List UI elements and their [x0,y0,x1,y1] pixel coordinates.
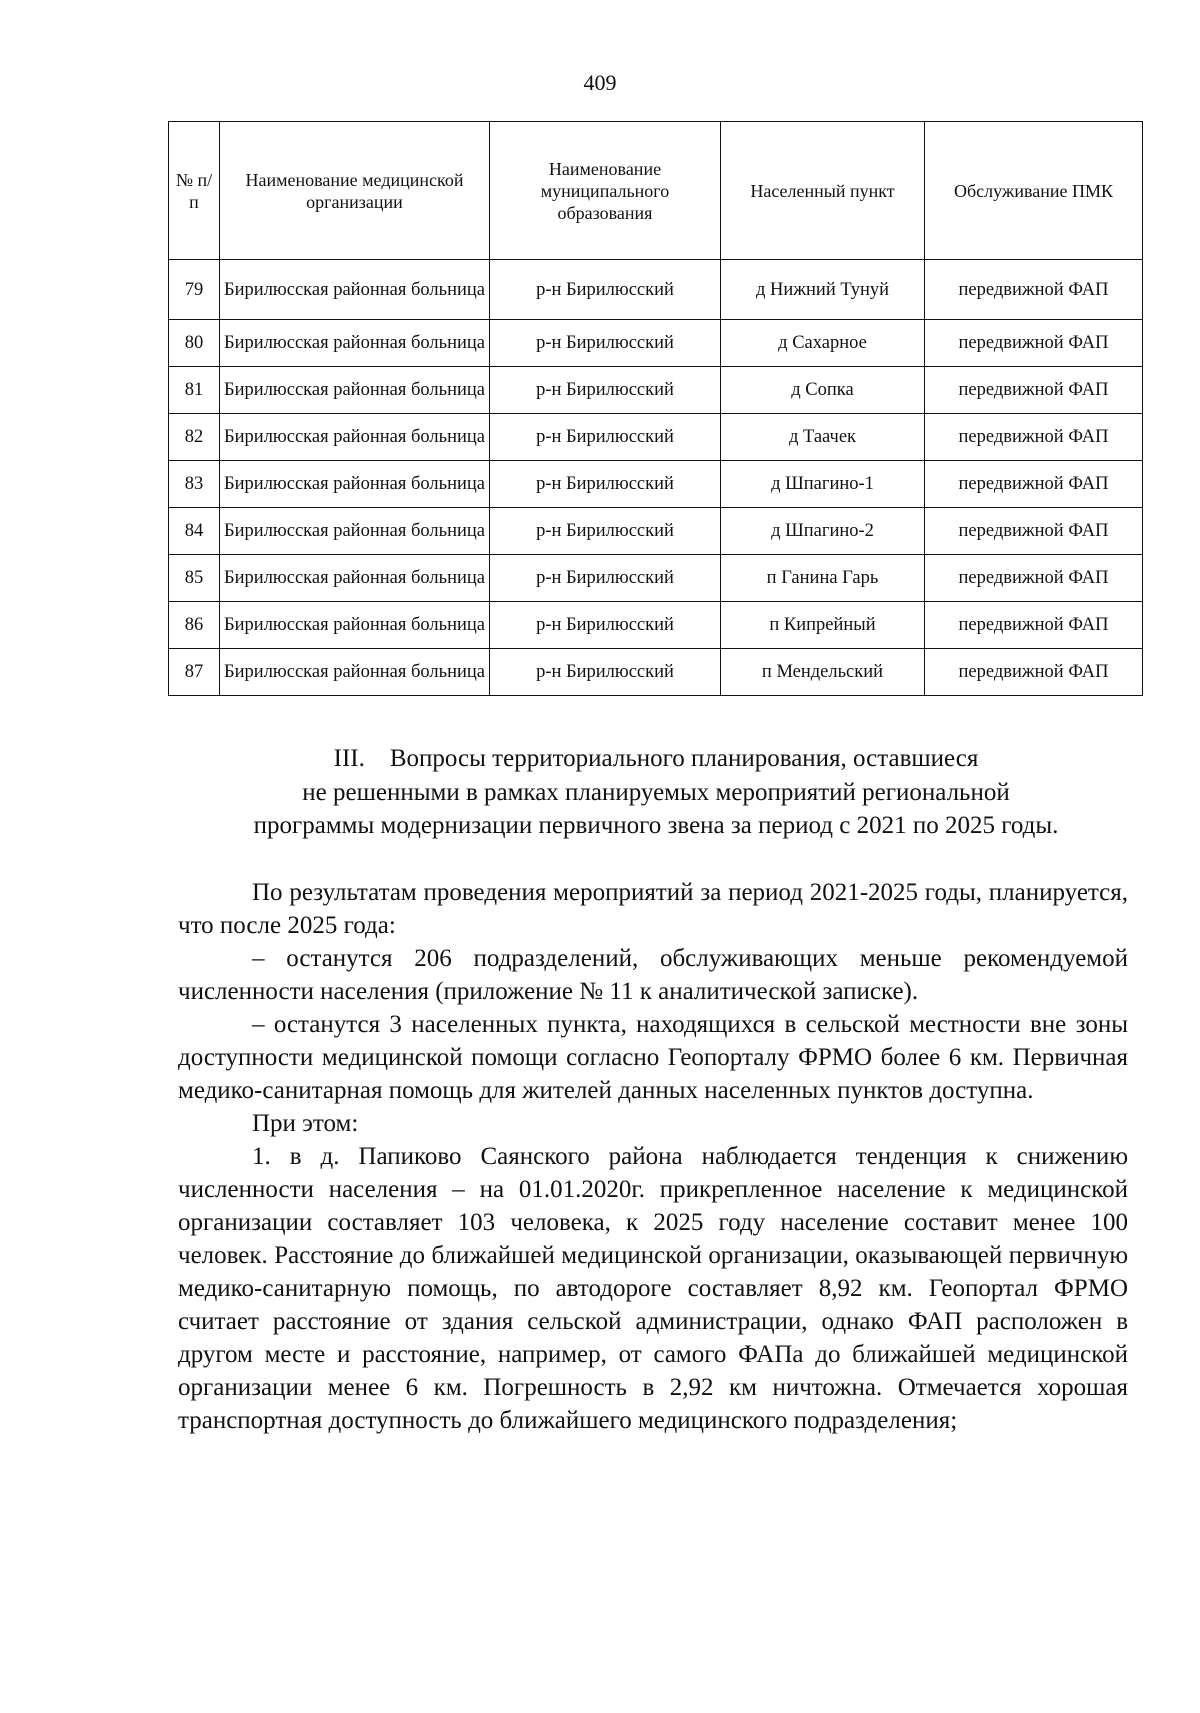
row-settlement: д Шпагино-2 [721,508,925,555]
row-service: передвижной ФАП [925,508,1143,555]
row-number: 86 [169,602,220,649]
section-heading [170,742,1142,843]
body-text [178,876,1128,1437]
row-service: передвижной ФАП [925,320,1143,367]
row-settlement: д Сахарное [721,320,925,367]
row-service: передвижной ФАП [925,414,1143,461]
row-number: 83 [169,461,220,508]
row-municipality: р-н Бирилюсский [490,649,721,696]
row-settlement: д Таачек [721,414,925,461]
table-row [169,602,1143,649]
row-organization: Бирилюсская районная больница [220,508,490,555]
table-row [169,649,1143,696]
row-service: передвижной ФАП [925,367,1143,414]
row-settlement: п Ганина Гарь [721,555,925,602]
row-organization: Бирилюсская районная больница [220,602,490,649]
paragraph-papikovo: 1. в д. Папиково Саянского района наблюдается тенденция к снижению численности населения – на 01.01.2020г. прикрепленное население к медицинской организации составляет 103 человека, к 2025 году население составит менее 100 человек. Расстояние до ближайшей медицинской организации, оказывающей первичную медико-санитарную помощь, по автодороге составляет 8,92 км. Геопортал ФРМО считает расстояние от здания сельской администрации, однако ФАП расположен в другом месте и расстояние, например, от самого ФАПа до ближайшей медицинской организации менее 6 км. Погрешность в 2,92 км ничтожна. Отмечается хорошая транспортная доступность до ближайшего медицинского подразделения; [178,1143,1128,1434]
row-number: 82 [169,414,220,461]
section-heading-line: программы модернизации первичного звена за период с 2021 по 2025 годы. [253,812,1059,839]
row-number: 87 [169,649,220,696]
row-settlement: п Кипрейный [721,602,925,649]
table-row [169,367,1143,414]
header-service: Обслуживание ПМК [925,122,1143,260]
paragraph-settlements: – останутся 3 населенных пункта, находящихся в сельской местности вне зоны доступности медицинской помощи согласно Геопорталу ФРМО более 6 км. Первичная медико-санитарная помощь для жителей данных населенных пунктов доступна. [178,1011,1128,1104]
row-organization: Бирилюсская районная больница [220,367,490,414]
row-service: передвижной ФАП [925,461,1143,508]
table-row [169,320,1143,367]
table-row [169,461,1143,508]
row-municipality: р-н Бирилюсский [490,260,721,320]
header-number: № п/п [169,122,220,260]
header-organization: Наименование медицинской организации [220,122,490,260]
row-organization: Бирилюсская районная больница [220,414,490,461]
row-settlement: д Сопка [721,367,925,414]
row-number: 85 [169,555,220,602]
facilities-table [168,121,1143,696]
header-settlement: Населенный пункт [721,122,925,260]
row-municipality: р-н Бирилюсский [490,414,721,461]
row-organization: Бирилюсская районная больница [220,555,490,602]
row-service: передвижной ФАП [925,649,1143,696]
row-municipality: р-н Бирилюсский [490,461,721,508]
row-service: передвижной ФАП [925,555,1143,602]
table-row [169,260,1143,320]
page-number: 409 [583,70,617,95]
row-municipality: р-н Бирилюсский [490,320,721,367]
table-row [169,508,1143,555]
row-municipality: р-н Бирилюсский [490,508,721,555]
row-municipality: р-н Бирилюсский [490,367,721,414]
row-organization: Бирилюсская районная больница [220,260,490,320]
row-settlement: п Мендельский [721,649,925,696]
paragraph-results: По результатам проведения мероприятий за период 2021-2025 годы, планируется, что после 2025 года: [178,879,1128,939]
row-municipality: р-н Бирилюсский [490,602,721,649]
table-row [169,414,1143,461]
row-number: 80 [169,320,220,367]
row-settlement: д Нижний Тунуй [721,260,925,320]
row-organization: Бирилюсская районная больница [220,461,490,508]
row-organization: Бирилюсская районная больница [220,320,490,367]
row-municipality: р-н Бирилюсский [490,555,721,602]
row-number: 79 [169,260,220,320]
row-organization: Бирилюсская районная больница [220,649,490,696]
row-service: передвижной ФАП [925,260,1143,320]
paragraph-note: При этом: [252,1110,359,1137]
row-number: 84 [169,508,220,555]
paragraph-subdivisions: – останутся 206 подразделений, обслуживающих меньше рекомендуемой численности населения (приложение № 11 к аналитической записке). [178,945,1128,1005]
header-municipality: Наименование муниципального образования [490,122,721,260]
row-settlement: д Шпагино-1 [721,461,925,508]
table-row [169,555,1143,602]
row-service: передвижной ФАП [925,602,1143,649]
row-number: 81 [169,367,220,414]
section-heading-line: III. Вопросы территориального планирования, оставшиеся [333,745,979,772]
section-heading-line: не решенными в рамках планируемых мероприятий региональной [302,778,1010,806]
table-header-row [169,122,1143,260]
